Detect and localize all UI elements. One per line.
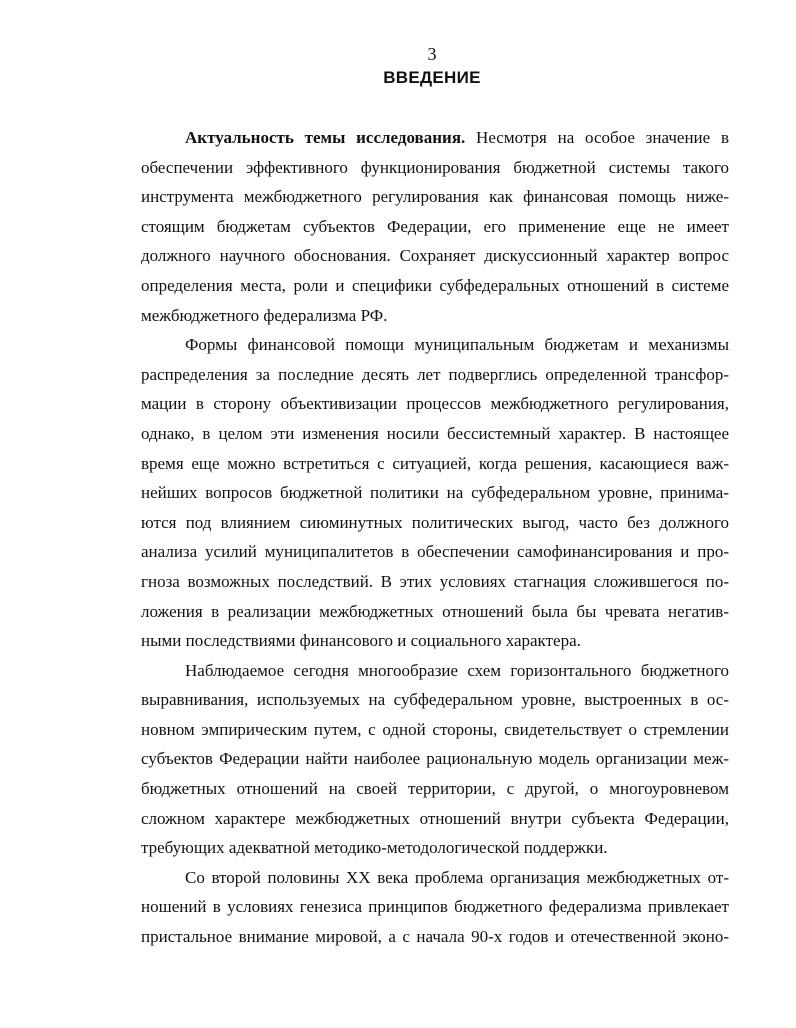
text-line: новном эмпирическим путем, с одной стороны, свидетельствует о стремлении: [141, 719, 729, 739]
text-line: пристальное внимание мировой, а с начала 90-х годов и отечественной эконо-: [141, 927, 729, 947]
page-number: 3: [427, 44, 437, 64]
text-line: бюджетных отношений на своей территории, с другой, о многоуровневом: [141, 779, 729, 799]
text-line: сложном характере межбюджетных отношений внутри субъекта Федерации,: [141, 808, 729, 828]
document-body: [141, 123, 729, 952]
text-line: инструмента межбюджетного регулирования как финансовая помощь ниже-: [141, 187, 729, 207]
text-line: анализа усилий муниципалитетов в обеспечении самофинансирования и про-: [141, 542, 729, 562]
text-line: ными последствиями финансового и социального характера.: [141, 631, 581, 651]
text-fragment: Несмотря на особое значение в: [465, 128, 730, 147]
text-line: выравнивания, используемых на субфедеральном уровне, выстроенных в ос-: [141, 690, 729, 710]
text-line: время еще можно встретиться с ситуацией, когда решения, касающиеся важ-: [141, 453, 729, 473]
text-line: ношений в условиях генезиса принципов бюджетного федерализма привлекает: [141, 897, 729, 917]
text-line: обеспечении эффективного функционирования бюджетной системы такого: [141, 157, 729, 177]
text-line: требующих адекватной методико-методологической поддержки.: [141, 838, 608, 858]
text-line: Формы финансовой помощи муниципальным бюджетам и механизмы: [185, 335, 729, 355]
text-line: Со второй половины XX века проблема организация межбюджетных от-: [185, 867, 729, 887]
page-title: ВВЕДЕНИЕ: [383, 68, 481, 87]
text-line: субъектов Федерации найти наиболее рациональную модель организации меж-: [141, 749, 729, 769]
text-line: ложения в реализации межбюджетных отношений была бы чревата негатив-: [141, 601, 729, 621]
paragraph-relevance: [141, 123, 729, 330]
text-line: межбюджетного федерализма РФ.: [141, 305, 388, 325]
text-line: определения места, роли и специфики субфедеральных отношений в системе: [141, 275, 729, 295]
text-line: [141, 123, 729, 153]
text-line: распределения за последние десять лет подверглись определенной трансфор-: [141, 364, 729, 384]
text-line: Наблюдаемое сегодня многообразие схем горизонтального бюджетного: [185, 660, 729, 680]
text-line: мации в сторону объективизации процессов межбюджетного регулирования,: [141, 394, 729, 414]
text-line: гноза возможных последствий. В этих условиях стагнация сложившегося по-: [141, 571, 729, 591]
paragraph-history: [141, 863, 729, 952]
text-line: ются под влиянием сиюминутных политических выгод, часто без должного: [141, 512, 729, 532]
text-line: однако, в целом эти изменения носили бессистемный характер. В настоящее: [141, 423, 729, 443]
text-line: нейших вопросов бюджетной политики на субфедеральном уровне, принима-: [141, 483, 729, 503]
text-line: должного научного обоснования. Сохраняет дискуссионный характер вопрос: [141, 246, 729, 266]
section-lead: Актуальность темы исследования.: [185, 128, 466, 147]
paragraph-forms: [141, 330, 729, 656]
paragraph-diversity: [141, 656, 729, 863]
text-line: стоящим бюджетам субъектов Федерации, его применение еще не имеет: [141, 216, 729, 236]
